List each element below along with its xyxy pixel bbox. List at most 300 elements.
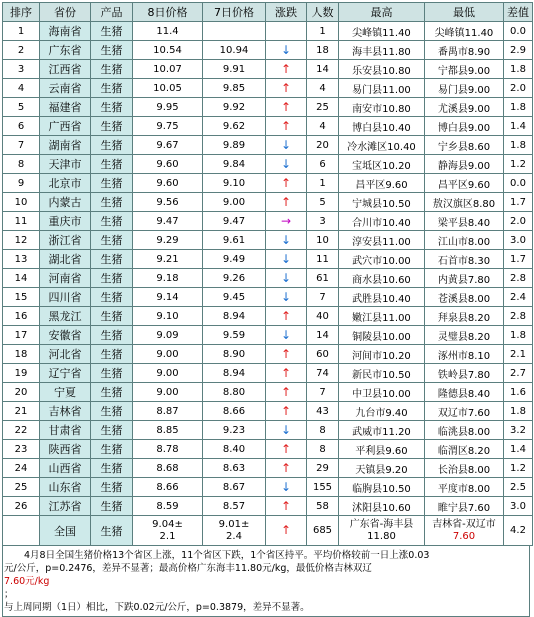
cell-price-8: 9.75 bbox=[133, 117, 203, 136]
cell-count: 8 bbox=[307, 440, 339, 459]
cell-low: 内黄县7.80 bbox=[425, 269, 504, 288]
cell-product: 生猪 bbox=[91, 307, 133, 326]
cell-rank: 17 bbox=[3, 326, 40, 345]
cell-diff: 1.4 bbox=[504, 117, 533, 136]
cell-count: 14 bbox=[307, 326, 339, 345]
cell-product: 生猪 bbox=[91, 155, 133, 174]
arrow-up-icon: ↑ bbox=[280, 346, 292, 361]
cell-province: 浙江省 bbox=[40, 231, 91, 250]
table-row bbox=[3, 60, 533, 79]
cell-product: 生猪 bbox=[91, 193, 133, 212]
cell-rank: 10 bbox=[3, 193, 40, 212]
cell-price-7: 8.57 bbox=[203, 497, 266, 516]
cell-product: 生猪 bbox=[91, 440, 133, 459]
total-price-7-mean: 9.01± bbox=[218, 518, 250, 530]
cell-rank: 3 bbox=[3, 60, 40, 79]
cell-rank: 5 bbox=[3, 98, 40, 117]
cell-price-7: 9.59 bbox=[203, 326, 266, 345]
cell-price-7: 9.47 bbox=[203, 212, 266, 231]
cell-count: 4 bbox=[307, 79, 339, 98]
cell-price-7: 9.00 bbox=[203, 193, 266, 212]
cell-price-7: 9.89 bbox=[203, 136, 266, 155]
arrow-down-icon: ↓ bbox=[280, 422, 292, 437]
cell-province: 安徽省 bbox=[40, 326, 91, 345]
cell-price-8: 9.29 bbox=[133, 231, 203, 250]
cell-rank: 15 bbox=[3, 288, 40, 307]
cell-product: 生猪 bbox=[91, 60, 133, 79]
cell-price-8: 9.21 bbox=[133, 250, 203, 269]
cell-count: 5 bbox=[307, 193, 339, 212]
cell-low: 临洮县8.00 bbox=[425, 421, 504, 440]
cell-high: 武胜县10.40 bbox=[339, 288, 425, 307]
cell-rank: 14 bbox=[3, 269, 40, 288]
cell-product: 生猪 bbox=[91, 383, 133, 402]
arrow-down-icon: ↓ bbox=[280, 327, 292, 342]
cell-product: 生猪 bbox=[91, 421, 133, 440]
cell-low: 易门县9.00 bbox=[425, 79, 504, 98]
table-row bbox=[3, 41, 533, 60]
total-high-price: 11.80 bbox=[367, 530, 396, 542]
arrow-up-icon: ↑ bbox=[280, 498, 292, 513]
arrow-down-icon: ↓ bbox=[280, 270, 292, 285]
cell-low: 尤溪县9.00 bbox=[425, 98, 504, 117]
cell-count: 4 bbox=[307, 117, 339, 136]
cell-province: 内蒙古 bbox=[40, 193, 91, 212]
cell-low: 宁乡县8.60 bbox=[425, 136, 504, 155]
cell-price-8: 9.56 bbox=[133, 193, 203, 212]
cell-price-8: 10.05 bbox=[133, 79, 203, 98]
cell-rank: 1 bbox=[3, 22, 40, 41]
cell-price-7: 8.90 bbox=[203, 345, 266, 364]
cell-rank: 8 bbox=[3, 155, 40, 174]
cell-product: 生猪 bbox=[91, 174, 133, 193]
cell-rank: 22 bbox=[3, 421, 40, 440]
cell-diff: 1.7 bbox=[504, 193, 533, 212]
cell-price-8: 10.54 bbox=[133, 41, 203, 60]
cell-trend bbox=[266, 155, 307, 174]
cell-low: 敖汉旗区8.80 bbox=[425, 193, 504, 212]
cell-price-7: 9.84 bbox=[203, 155, 266, 174]
cell-product: 生猪 bbox=[91, 212, 133, 231]
table-row bbox=[3, 212, 533, 231]
cell-rank: 6 bbox=[3, 117, 40, 136]
cell-price-7: 8.63 bbox=[203, 459, 266, 478]
arrow-up-icon: ↑ bbox=[280, 441, 292, 456]
table-row bbox=[3, 117, 533, 136]
table-row bbox=[3, 136, 533, 155]
cell-rank: 24 bbox=[3, 459, 40, 478]
cell-diff: 2.9 bbox=[504, 41, 533, 60]
cell-price-8: 8.85 bbox=[133, 421, 203, 440]
header-diff: 差值 bbox=[504, 3, 533, 22]
cell-high: 九台市9.40 bbox=[339, 402, 425, 421]
cell-trend bbox=[266, 402, 307, 421]
table-row bbox=[3, 326, 533, 345]
arrow-down-icon: ↓ bbox=[280, 251, 292, 266]
cell-count: 25 bbox=[307, 98, 339, 117]
cell-count: 3 bbox=[307, 212, 339, 231]
cell-diff: 1.2 bbox=[504, 155, 533, 174]
cell-product: 生猪 bbox=[91, 478, 133, 497]
cell-trend bbox=[266, 193, 307, 212]
cell-high: 平利县9.60 bbox=[339, 440, 425, 459]
cell-price-8: 11.4 bbox=[133, 22, 203, 41]
cell-diff: 3.2 bbox=[504, 421, 533, 440]
cell-price-8: 9.47 bbox=[133, 212, 203, 231]
cell-price-8: 8.66 bbox=[133, 478, 203, 497]
cell-count: 155 bbox=[307, 478, 339, 497]
cell-high: 宝坻区10.20 bbox=[339, 155, 425, 174]
total-rank bbox=[3, 516, 40, 546]
cell-product: 生猪 bbox=[91, 459, 133, 478]
cell-price-8: 9.00 bbox=[133, 345, 203, 364]
cell-rank: 7 bbox=[3, 136, 40, 155]
cell-product: 生猪 bbox=[91, 98, 133, 117]
cell-price-8: 9.09 bbox=[133, 326, 203, 345]
cell-diff: 1.8 bbox=[504, 402, 533, 421]
cell-count: 60 bbox=[307, 345, 339, 364]
cell-price-8: 8.87 bbox=[133, 402, 203, 421]
cell-trend bbox=[266, 136, 307, 155]
cell-low: 长治县8.00 bbox=[425, 459, 504, 478]
cell-price-8: 9.00 bbox=[133, 383, 203, 402]
arrow-up-icon: ↑ bbox=[280, 403, 292, 418]
cell-product: 生猪 bbox=[91, 136, 133, 155]
cell-trend bbox=[266, 459, 307, 478]
total-province: 全国 bbox=[40, 516, 91, 546]
cell-low: 隆德县8.40 bbox=[425, 383, 504, 402]
total-count: 685 bbox=[307, 516, 339, 546]
cell-high: 新民市10.50 bbox=[339, 364, 425, 383]
cell-trend bbox=[266, 288, 307, 307]
cell-rank: 12 bbox=[3, 231, 40, 250]
cell-product: 生猪 bbox=[91, 364, 133, 383]
total-price-8 bbox=[133, 516, 203, 546]
cell-diff: 1.2 bbox=[504, 459, 533, 478]
cell-diff: 1.8 bbox=[504, 60, 533, 79]
price-table bbox=[2, 2, 533, 546]
cell-province: 云南省 bbox=[40, 79, 91, 98]
cell-diff: 3.0 bbox=[504, 497, 533, 516]
arrow-down-icon: ↓ bbox=[280, 156, 292, 171]
cell-diff: 2.7 bbox=[504, 364, 533, 383]
total-price-7-sd: 2.4 bbox=[226, 530, 242, 542]
cell-price-8: 8.59 bbox=[133, 497, 203, 516]
cell-rank: 11 bbox=[3, 212, 40, 231]
arrow-up-icon: ↑ bbox=[280, 80, 292, 95]
summary-note bbox=[2, 546, 530, 617]
cell-high: 博白县10.40 bbox=[339, 117, 425, 136]
cell-rank: 18 bbox=[3, 345, 40, 364]
cell-diff: 2.5 bbox=[504, 478, 533, 497]
table-row bbox=[3, 478, 533, 497]
cell-low: 临渭区8.20 bbox=[425, 440, 504, 459]
cell-diff: 1.8 bbox=[504, 326, 533, 345]
cell-diff: 1.8 bbox=[504, 98, 533, 117]
cell-product: 生猪 bbox=[91, 269, 133, 288]
cell-low: 宁都县9.00 bbox=[425, 60, 504, 79]
cell-high: 南安市10.80 bbox=[339, 98, 425, 117]
total-row bbox=[3, 516, 533, 546]
cell-high: 合川市10.40 bbox=[339, 212, 425, 231]
cell-province: 陕西省 bbox=[40, 440, 91, 459]
total-high bbox=[339, 516, 425, 546]
cell-low: 睢宁县7.60 bbox=[425, 497, 504, 516]
header-row bbox=[3, 3, 533, 22]
cell-high: 天镇县9.20 bbox=[339, 459, 425, 478]
cell-trend bbox=[266, 98, 307, 117]
cell-high: 临朐县10.50 bbox=[339, 478, 425, 497]
total-high-place: 广东省-海丰县 bbox=[349, 518, 414, 530]
cell-trend bbox=[266, 250, 307, 269]
table-row bbox=[3, 497, 533, 516]
table-row bbox=[3, 269, 533, 288]
arrow-down-icon: ↓ bbox=[280, 42, 292, 57]
cell-province: 广西省 bbox=[40, 117, 91, 136]
cell-rank: 2 bbox=[3, 41, 40, 60]
cell-diff: 2.0 bbox=[504, 212, 533, 231]
cell-rank: 20 bbox=[3, 383, 40, 402]
cell-high: 淳安县11.00 bbox=[339, 231, 425, 250]
cell-trend bbox=[266, 269, 307, 288]
table-row bbox=[3, 250, 533, 269]
cell-count: 40 bbox=[307, 307, 339, 326]
cell-province: 广东省 bbox=[40, 41, 91, 60]
total-trend bbox=[266, 516, 307, 546]
cell-count: 43 bbox=[307, 402, 339, 421]
cell-price-8: 9.60 bbox=[133, 174, 203, 193]
cell-price-8: 8.68 bbox=[133, 459, 203, 478]
cell-low: 梁平县8.40 bbox=[425, 212, 504, 231]
table-row bbox=[3, 79, 533, 98]
cell-trend bbox=[266, 345, 307, 364]
cell-product: 生猪 bbox=[91, 22, 133, 41]
cell-count: 7 bbox=[307, 288, 339, 307]
note-line-1: 4月8日全国生猪价格13个省区上涨，11个省区下跌，1个省区持平。平均价格较前一日上涨0.03 bbox=[24, 550, 430, 561]
price-report bbox=[2, 2, 532, 617]
cell-province: 河南省 bbox=[40, 269, 91, 288]
cell-count: 1 bbox=[307, 22, 339, 41]
cell-province: 江西省 bbox=[40, 60, 91, 79]
cell-province: 湖南省 bbox=[40, 136, 91, 155]
cell-price-7: 9.61 bbox=[203, 231, 266, 250]
cell-product: 生猪 bbox=[91, 402, 133, 421]
cell-high: 沭阳县10.60 bbox=[339, 497, 425, 516]
cell-rank: 13 bbox=[3, 250, 40, 269]
cell-price-7: 9.23 bbox=[203, 421, 266, 440]
table-row bbox=[3, 459, 533, 478]
arrow-down-icon: ↓ bbox=[280, 479, 292, 494]
table-row bbox=[3, 174, 533, 193]
total-diff: 4.2 bbox=[504, 516, 533, 546]
cell-trend bbox=[266, 79, 307, 98]
cell-high: 武威市11.20 bbox=[339, 421, 425, 440]
cell-count: 10 bbox=[307, 231, 339, 250]
cell-rank: 21 bbox=[3, 402, 40, 421]
cell-price-8: 9.67 bbox=[133, 136, 203, 155]
table-row bbox=[3, 193, 533, 212]
cell-low: 江山市8.00 bbox=[425, 231, 504, 250]
cell-trend bbox=[266, 60, 307, 79]
total-low-price: 7.60 bbox=[452, 530, 476, 542]
cell-diff: 1.4 bbox=[504, 440, 533, 459]
arrow-up-icon: ↑ bbox=[280, 61, 292, 76]
cell-product: 生猪 bbox=[91, 497, 133, 516]
cell-diff: 1.8 bbox=[504, 136, 533, 155]
cell-trend bbox=[266, 307, 307, 326]
arrow-down-icon: ↓ bbox=[280, 232, 292, 247]
cell-high: 嫩江县11.00 bbox=[339, 307, 425, 326]
cell-trend bbox=[266, 326, 307, 345]
cell-diff: 1.7 bbox=[504, 250, 533, 269]
cell-low: 昌平区9.60 bbox=[425, 174, 504, 193]
cell-rank: 9 bbox=[3, 174, 40, 193]
cell-low: 双辽市7.60 bbox=[425, 402, 504, 421]
cell-price-7: 9.26 bbox=[203, 269, 266, 288]
cell-count: 8 bbox=[307, 421, 339, 440]
cell-price-7: 8.66 bbox=[203, 402, 266, 421]
cell-high: 河间市10.20 bbox=[339, 345, 425, 364]
cell-price-7: 8.80 bbox=[203, 383, 266, 402]
cell-price-7: 8.94 bbox=[203, 307, 266, 326]
cell-province: 辽宁省 bbox=[40, 364, 91, 383]
cell-product: 生猪 bbox=[91, 41, 133, 60]
cell-province: 河北省 bbox=[40, 345, 91, 364]
cell-count: 20 bbox=[307, 136, 339, 155]
arrow-up-icon: ↑ bbox=[280, 460, 292, 475]
note-line-3: 与上周同期（1日）相比，下跌0.02元/公斤，p=0.3879，差异不显著。 bbox=[4, 602, 310, 613]
total-low-place: 吉林省-双辽市 bbox=[432, 518, 496, 530]
cell-high: 海丰县11.80 bbox=[339, 41, 425, 60]
cell-province: 宁夏 bbox=[40, 383, 91, 402]
cell-low: 石首市8.30 bbox=[425, 250, 504, 269]
cell-count: 74 bbox=[307, 364, 339, 383]
cell-trend bbox=[266, 440, 307, 459]
table-row bbox=[3, 383, 533, 402]
cell-price-8: 9.95 bbox=[133, 98, 203, 117]
cell-price-7: 8.40 bbox=[203, 440, 266, 459]
cell-price-8: 9.10 bbox=[133, 307, 203, 326]
cell-trend bbox=[266, 212, 307, 231]
table-row bbox=[3, 155, 533, 174]
cell-low: 尖峰镇11.40 bbox=[425, 22, 504, 41]
cell-low: 灵璧县8.20 bbox=[425, 326, 504, 345]
cell-price-7: 8.94 bbox=[203, 364, 266, 383]
table-row bbox=[3, 421, 533, 440]
cell-price-7: 9.45 bbox=[203, 288, 266, 307]
cell-product: 生猪 bbox=[91, 117, 133, 136]
header-province: 省份 bbox=[40, 3, 91, 22]
cell-price-7: 9.92 bbox=[203, 98, 266, 117]
cell-trend bbox=[266, 383, 307, 402]
cell-price-8: 9.60 bbox=[133, 155, 203, 174]
cell-trend bbox=[266, 231, 307, 250]
note-line-2-lowest: 7.60元/kg bbox=[4, 576, 50, 587]
cell-high: 武穴市10.00 bbox=[339, 250, 425, 269]
cell-diff: 2.1 bbox=[504, 345, 533, 364]
table-row bbox=[3, 364, 533, 383]
cell-high: 昌平区9.60 bbox=[339, 174, 425, 193]
header-low: 最低 bbox=[425, 3, 504, 22]
cell-product: 生猪 bbox=[91, 288, 133, 307]
cell-trend bbox=[266, 117, 307, 136]
cell-diff: 3.0 bbox=[504, 231, 533, 250]
cell-low: 平度市8.00 bbox=[425, 478, 504, 497]
cell-high: 尖峰镇11.40 bbox=[339, 22, 425, 41]
arrow-down-icon: ↓ bbox=[280, 289, 292, 304]
cell-province: 天津市 bbox=[40, 155, 91, 174]
cell-product: 生猪 bbox=[91, 250, 133, 269]
table-row bbox=[3, 98, 533, 117]
cell-price-8: 9.14 bbox=[133, 288, 203, 307]
cell-diff: 2.0 bbox=[504, 79, 533, 98]
cell-price-7: 9.10 bbox=[203, 174, 266, 193]
cell-diff: 1.6 bbox=[504, 383, 533, 402]
cell-low: 苍溪县8.00 bbox=[425, 288, 504, 307]
cell-trend bbox=[266, 364, 307, 383]
table-body bbox=[3, 22, 533, 546]
cell-product: 生猪 bbox=[91, 345, 133, 364]
cell-price-8: 9.18 bbox=[133, 269, 203, 288]
header-high: 最高 bbox=[339, 3, 425, 22]
cell-province: 吉林省 bbox=[40, 402, 91, 421]
table-row bbox=[3, 440, 533, 459]
cell-rank: 16 bbox=[3, 307, 40, 326]
cell-province: 黑龙江 bbox=[40, 307, 91, 326]
table-row bbox=[3, 22, 533, 41]
cell-province: 重庆市 bbox=[40, 212, 91, 231]
header-trend: 涨跌 bbox=[266, 3, 307, 22]
header-rank: 排序 bbox=[3, 3, 40, 22]
cell-high: 商水县10.60 bbox=[339, 269, 425, 288]
cell-diff: 2.4 bbox=[504, 288, 533, 307]
cell-low: 涿州市8.10 bbox=[425, 345, 504, 364]
cell-trend bbox=[266, 174, 307, 193]
total-price-8-sd: 2.1 bbox=[159, 530, 176, 542]
arrow-up-icon: ↑ bbox=[280, 175, 292, 190]
cell-price-7: 10.94 bbox=[203, 41, 266, 60]
cell-price-7: 9.49 bbox=[203, 250, 266, 269]
cell-price-7: 9.62 bbox=[203, 117, 266, 136]
arrow-up-icon: ↑ bbox=[280, 308, 292, 323]
table-row bbox=[3, 402, 533, 421]
cell-product: 生猪 bbox=[91, 326, 133, 345]
cell-count: 61 bbox=[307, 269, 339, 288]
table-row bbox=[3, 307, 533, 326]
arrow-up-icon: ↑ bbox=[280, 99, 292, 114]
cell-count: 14 bbox=[307, 60, 339, 79]
cell-high: 宁城县10.50 bbox=[339, 193, 425, 212]
total-price-8-mean: 9.04± bbox=[152, 518, 183, 530]
cell-trend bbox=[266, 478, 307, 497]
cell-diff: 0.0 bbox=[504, 22, 533, 41]
cell-low: 拜泉县8.20 bbox=[425, 307, 504, 326]
cell-count: 6 bbox=[307, 155, 339, 174]
table-row bbox=[3, 288, 533, 307]
cell-price-8: 9.00 bbox=[133, 364, 203, 383]
cell-product: 生猪 bbox=[91, 231, 133, 250]
cell-trend bbox=[266, 421, 307, 440]
cell-low: 静海县9.00 bbox=[425, 155, 504, 174]
cell-price-7: 9.91 bbox=[203, 60, 266, 79]
cell-diff: 2.8 bbox=[504, 269, 533, 288]
cell-province: 湖北省 bbox=[40, 250, 91, 269]
cell-trend bbox=[266, 497, 307, 516]
table-row bbox=[3, 345, 533, 364]
cell-count: 18 bbox=[307, 41, 339, 60]
cell-rank: 25 bbox=[3, 478, 40, 497]
cell-price-7: 9.85 bbox=[203, 79, 266, 98]
